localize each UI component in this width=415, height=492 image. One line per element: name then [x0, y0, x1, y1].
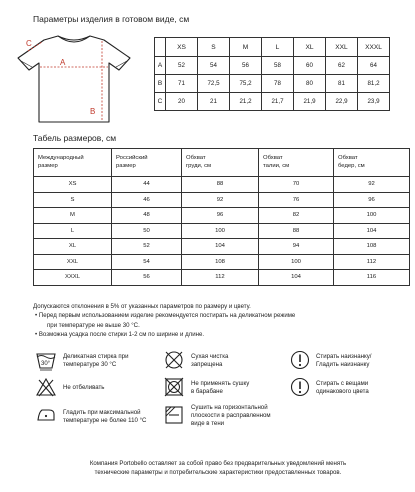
care-label-line: Гладить при максимальной — [63, 409, 141, 416]
table-cell: 94 — [259, 239, 334, 255]
care-label-line: в барабане — [191, 388, 223, 395]
col-header — [112, 149, 182, 177]
footer-line: технические параметры и потребительские характеристики предоставленных товаров. — [94, 469, 342, 476]
table-cell: 21,2 — [230, 93, 262, 111]
row-header: B — [155, 75, 166, 93]
col-header — [259, 149, 334, 177]
table-cell: XXXL — [34, 270, 112, 286]
table-cell: 54 — [112, 254, 182, 270]
flat-dry-shade-icon — [163, 404, 185, 426]
care-label-line: Стирать наизнанку/ — [316, 353, 372, 360]
care-label-line: Сухая чистка — [191, 353, 229, 360]
table-cell: 88 — [182, 177, 259, 193]
garment-params-table — [154, 37, 390, 111]
warning-icon — [289, 349, 311, 371]
col-header-line: груди, см — [186, 162, 212, 169]
table-cell: 112 — [334, 254, 410, 270]
table-cell: 96 — [182, 208, 259, 224]
size-chart-table — [33, 148, 410, 286]
table-cell: 50 — [112, 223, 182, 239]
table-cell: 71 — [166, 75, 198, 93]
table-row — [34, 270, 410, 286]
shrink-note: • Возможна усадка после стирки 1-2 см по ширине и длине. — [35, 330, 205, 338]
wash-note-line: при температуре не выше 30 °С. — [47, 321, 140, 329]
table-cell: 112 — [182, 270, 259, 286]
care-label-line: температуре 30 °С — [63, 361, 117, 368]
row-header: A — [155, 57, 166, 75]
table-cell: M — [34, 208, 112, 224]
marker-c: C — [26, 39, 32, 48]
care-label — [191, 380, 249, 396]
size-chart-title: Табель размеров, см — [33, 133, 117, 143]
col-header: S — [198, 38, 230, 57]
table-cell: 100 — [334, 208, 410, 224]
table-cell: 104 — [182, 239, 259, 255]
care-label — [63, 384, 105, 392]
table-row — [34, 239, 410, 255]
table-cell: 88 — [259, 223, 334, 239]
table-row — [155, 57, 390, 75]
col-header-line: Международный — [38, 155, 84, 162]
table-cell: 70 — [259, 177, 334, 193]
no-tumble-dry-icon — [163, 376, 185, 398]
table-cell: 104 — [259, 270, 334, 286]
table-cell: 52 — [166, 57, 198, 75]
table-cell: 52 — [112, 239, 182, 255]
table-cell: 64 — [358, 57, 390, 75]
care-label-line: Стирать с вещами — [316, 380, 369, 387]
no-dry-clean-icon — [163, 349, 185, 371]
table-cell: 21 — [198, 93, 230, 111]
col-header-line: талии, см — [263, 162, 290, 169]
table-cell: 80 — [294, 75, 326, 93]
marker-a: A — [60, 58, 66, 67]
table-cell: 54 — [198, 57, 230, 75]
col-header — [334, 149, 410, 177]
garment-params-title: Параметры изделия в готовом виде, см — [33, 14, 190, 24]
col-header-line: бедер, см — [338, 162, 365, 169]
table-cell: 82 — [259, 208, 334, 224]
table-cell: 96 — [334, 192, 410, 208]
table-cell: 21,7 — [262, 93, 294, 111]
table-cell: 78 — [262, 75, 294, 93]
care-label-line: запрещена — [191, 361, 223, 368]
table-cell: 23,9 — [358, 93, 390, 111]
iron-low-icon — [35, 404, 57, 426]
care-label-line: плоскости в расправленном — [191, 412, 271, 419]
care-label-line: виде в тени — [191, 420, 225, 427]
care-label-line: Деликатная стирка при — [63, 353, 129, 360]
col-header-line: Обхват — [263, 155, 283, 162]
care-label-line: Не применять сушку — [191, 380, 250, 387]
table-cell: 20 — [166, 93, 198, 111]
table-cell: S — [34, 192, 112, 208]
col-header: XXXL — [358, 38, 390, 57]
no-bleach-icon — [35, 376, 57, 398]
tshirt-diagram — [6, 28, 151, 128]
table-cell: 46 — [112, 192, 182, 208]
care-label — [316, 380, 369, 396]
col-header-line: размер — [116, 162, 136, 169]
table-row — [155, 75, 390, 93]
footer-disclaimer — [33, 459, 403, 477]
table-cell: L — [34, 223, 112, 239]
care-label — [316, 353, 371, 369]
table-cell: 22,9 — [326, 93, 358, 111]
warning-icon — [289, 376, 311, 398]
table-cell: 72,5 — [198, 75, 230, 93]
care-label-line: Не отбеливать — [63, 384, 105, 391]
care-label-line: Сушить на горизонтальной — [191, 404, 268, 411]
col-header: L — [262, 38, 294, 57]
footer-line: Компания Portobello оставляет за собой право без предварительных уведомлений менять — [89, 460, 347, 467]
care-label — [191, 404, 271, 428]
col-header — [182, 149, 259, 177]
table-cell: 75,2 — [230, 75, 262, 93]
col-header: M — [230, 38, 262, 57]
table-cell: 92 — [182, 192, 259, 208]
table-cell: 62 — [326, 57, 358, 75]
table-cell: 108 — [182, 254, 259, 270]
col-header: XL — [294, 38, 326, 57]
table-row — [34, 254, 410, 270]
table-cell: 104 — [334, 223, 410, 239]
table-cell: 92 — [334, 177, 410, 193]
table-cell: XXL — [34, 254, 112, 270]
care-label-line: температуре не более 110 °С — [63, 417, 147, 424]
table-cell: 100 — [182, 223, 259, 239]
marker-b: B — [90, 107, 96, 116]
col-header: XXL — [326, 38, 358, 57]
wash-temp-label: 30° — [41, 361, 51, 367]
row-header: C — [155, 93, 166, 111]
table-cell: 44 — [112, 177, 182, 193]
table-cell: 81,2 — [358, 75, 390, 93]
tolerance-note: Допускаются отклонения в 5% от указанных параметров по размеру и цвету. — [33, 303, 251, 310]
care-label — [63, 353, 128, 369]
table-cell: 76 — [259, 192, 334, 208]
care-label — [191, 353, 228, 369]
washtub-30-icon — [35, 349, 57, 371]
col-header-line: Российский — [116, 155, 148, 162]
col-header — [34, 149, 112, 177]
table-cell: 56 — [230, 57, 262, 75]
table-cell: 58 — [262, 57, 294, 75]
col-header-line: размер — [38, 162, 58, 169]
notes-block — [33, 302, 408, 339]
table-row — [155, 93, 390, 111]
table-cell: 56 — [112, 270, 182, 286]
table-row — [34, 208, 410, 224]
table-cell: 116 — [334, 270, 410, 286]
col-header: XS — [166, 38, 198, 57]
table-cell: XS — [34, 177, 112, 193]
care-label — [63, 409, 146, 425]
table-cell: 100 — [259, 254, 334, 270]
table-cell: 81 — [326, 75, 358, 93]
wash-note-line: • Перед первым использованием изделие рекомендуется постирать на деликатном режиме — [35, 312, 296, 320]
table-row — [34, 223, 410, 239]
table-corner — [155, 38, 166, 57]
table-cell: 108 — [334, 239, 410, 255]
table-cell: 60 — [294, 57, 326, 75]
table-row — [34, 192, 410, 208]
col-header-line: Обхват — [338, 155, 358, 162]
table-row — [34, 177, 410, 193]
care-label-line: одинакового цвета — [316, 388, 369, 395]
table-cell: XL — [34, 239, 112, 255]
care-label-line: Гладить наизнанку — [316, 361, 370, 368]
table-cell: 21,9 — [294, 93, 326, 111]
col-header-line: Обхват — [186, 155, 206, 162]
table-cell: 48 — [112, 208, 182, 224]
wash-note — [33, 311, 408, 330]
